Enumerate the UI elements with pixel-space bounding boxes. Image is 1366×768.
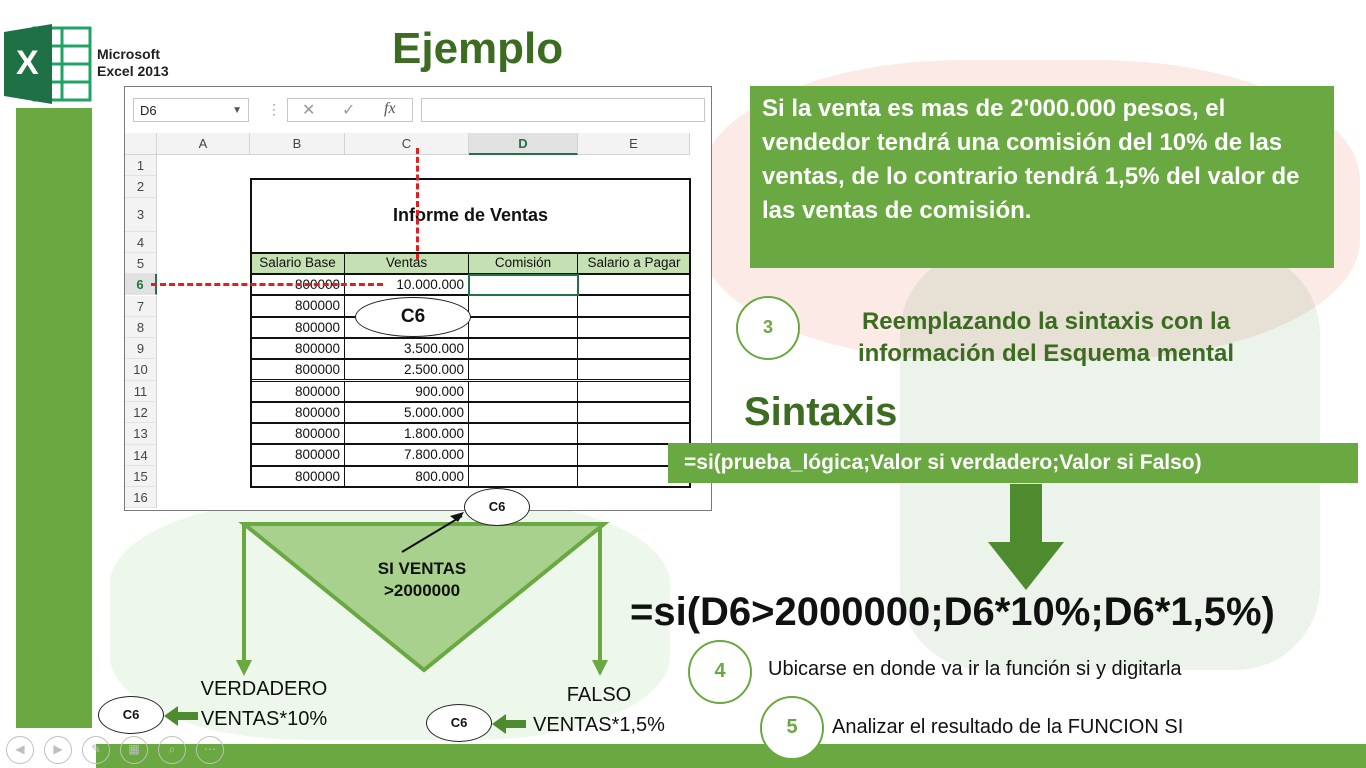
active-cell-d6[interactable] [468,274,579,296]
cell-b12[interactable]: 800000 [250,402,345,423]
cell-b13[interactable]: 800000 [250,423,345,444]
condition-line2: >2000000 [383,581,461,600]
row-header-2[interactable]: 2 [125,176,157,197]
cell-c10[interactable]: 2.500.000 [344,359,469,380]
false-label2: VENTAS*1,5% [533,714,665,736]
cell-b9[interactable]: 800000 [250,338,345,359]
syntax-formula: =si(prueba_lógica;Valor si verdadero;Valor si Falso) [668,443,1358,483]
condition-line1: SI VENTAS [377,559,467,578]
excel-logo [4,22,92,106]
report-title: Informe de Ventas [392,205,549,225]
row-header-1[interactable]: 1 [125,155,157,176]
true-c6-callout: C6 [98,696,164,734]
step-4-text: Ubicarse en donde va ir la función si y digitarla [768,658,1182,680]
false-label1: FALSO [566,684,632,706]
arrow-down-icon [988,484,1064,590]
row-header-8[interactable]: 8 [125,317,157,338]
column-guide-line [416,148,419,260]
top-c6-callout: C6 [464,488,530,526]
column-header-a[interactable]: A [157,133,250,155]
excel-logo-letter: X [16,44,39,82]
step-5-text: Analizar el resultado de la FUNCION SI [832,716,1184,738]
cell-c15[interactable]: 800.000 [344,466,469,487]
false-c6-callout: C6 [426,704,492,742]
formula-input[interactable] [421,98,705,122]
header-ventas: Ventas [344,252,469,274]
cell-c12[interactable]: 5.000.000 [344,402,469,423]
logo-text [97,46,169,80]
condition-label [352,558,492,602]
more-options-icon[interactable]: ⋯ [196,736,224,764]
name-box-value: D6 [140,103,157,118]
column-header-c[interactable]: C [345,133,469,155]
more-icon: ⋮ [267,101,281,117]
cell-c11[interactable]: 900.000 [344,381,469,402]
zoom-icon[interactable]: ⌕ [158,736,186,764]
row-header-15[interactable]: 15 [125,466,157,487]
header-salario-base: Salario Base [250,252,345,274]
cell-c14[interactable]: 7.800.000 [344,444,469,465]
cell-c13[interactable]: 1.800.000 [344,423,469,444]
row-header-11[interactable]: 11 [125,381,157,402]
description-box: Si la venta es mas de 2'000.000 pesos, el vendedor tendrá una comisión del 10% de las ventas, de lo contrario tendrá 1,5% del valor de las ventas de comisión. [750,86,1334,268]
cell-b14[interactable]: 800000 [250,444,345,465]
row-header-16[interactable]: 16 [125,487,157,508]
cell-b6[interactable]: 800000 [250,274,345,295]
left-accent-bar [16,108,92,728]
previous-slide-icon[interactable]: ◀ [6,736,34,764]
cell-b15[interactable]: 800000 [250,466,345,487]
cell-c9[interactable]: 3.500.000 [344,338,469,359]
select-all-corner[interactable] [125,133,157,155]
formula-buttons [287,98,413,122]
row-header-7[interactable]: 7 [125,296,157,317]
row-header-5[interactable]: 5 [125,253,157,274]
row-header-9[interactable]: 9 [125,338,157,359]
name-box[interactable] [133,98,249,122]
formula-bar [125,87,711,129]
header-salario-a-pagar: Salario a Pagar [577,252,691,274]
column-header-b[interactable]: B [250,133,345,155]
column-header-e[interactable]: E [578,133,690,155]
cell-b10[interactable]: 800000 [250,359,345,380]
pen-icon[interactable]: ✎ [82,736,110,764]
row-header-13[interactable]: 13 [125,423,157,444]
cell-b8[interactable]: 800000 [250,317,345,338]
result-formula: =si(D6>2000000;D6*10%;D6*1,5%) [630,590,1275,634]
true-label1: VERDADERO [200,678,328,700]
row-header-3[interactable]: 3 [125,198,157,232]
logo-line2: Excel 2013 [97,63,169,79]
cell-c6[interactable]: 10.000.000 [344,274,469,295]
cancel-icon[interactable]: ✕ [302,102,316,119]
excel-screenshot [124,86,712,511]
step-3-circle: 3 [736,296,800,360]
fx-icon[interactable]: fx [384,100,396,117]
bottom-accent-bar [96,744,1366,768]
step-4-circle: 4 [688,640,752,704]
row-header-14[interactable]: 14 [125,445,157,466]
row-header-10[interactable]: 10 [125,359,157,380]
step-3-text: Reemplazando la sintaxis con la información del Esquema mental [857,308,1235,367]
false-branch-label [526,680,672,740]
cell-b7[interactable]: 800000 [250,295,345,316]
arrow-left-icon [164,706,198,726]
row-header-12[interactable]: 12 [125,402,157,423]
decision-diagram [160,510,620,700]
row-header-6[interactable]: 6 [125,274,157,295]
column-header-d[interactable]: D [469,133,578,155]
check-icon[interactable]: ✓ [342,102,356,119]
c6-callout: C6 [355,297,471,337]
next-slide-icon[interactable]: ▶ [44,736,72,764]
cell-b11[interactable]: 800000 [250,381,345,402]
slide-title: Ejemplo [392,24,564,73]
true-label2: VENTAS*10% [200,708,328,730]
step-5-circle: 5 [760,696,824,760]
row-header-4[interactable]: 4 [125,232,157,253]
sintaxis-title: Sintaxis [744,390,898,434]
header-comision: Comisión [468,252,578,274]
chevron-down-icon[interactable]: ▼ [232,105,242,116]
logo-line1: Microsoft [97,46,160,62]
arrow-left-icon [492,714,526,734]
true-branch-label [196,674,332,734]
slides-grid-icon[interactable]: ▦ [120,736,148,764]
row-guide-line [151,283,383,286]
